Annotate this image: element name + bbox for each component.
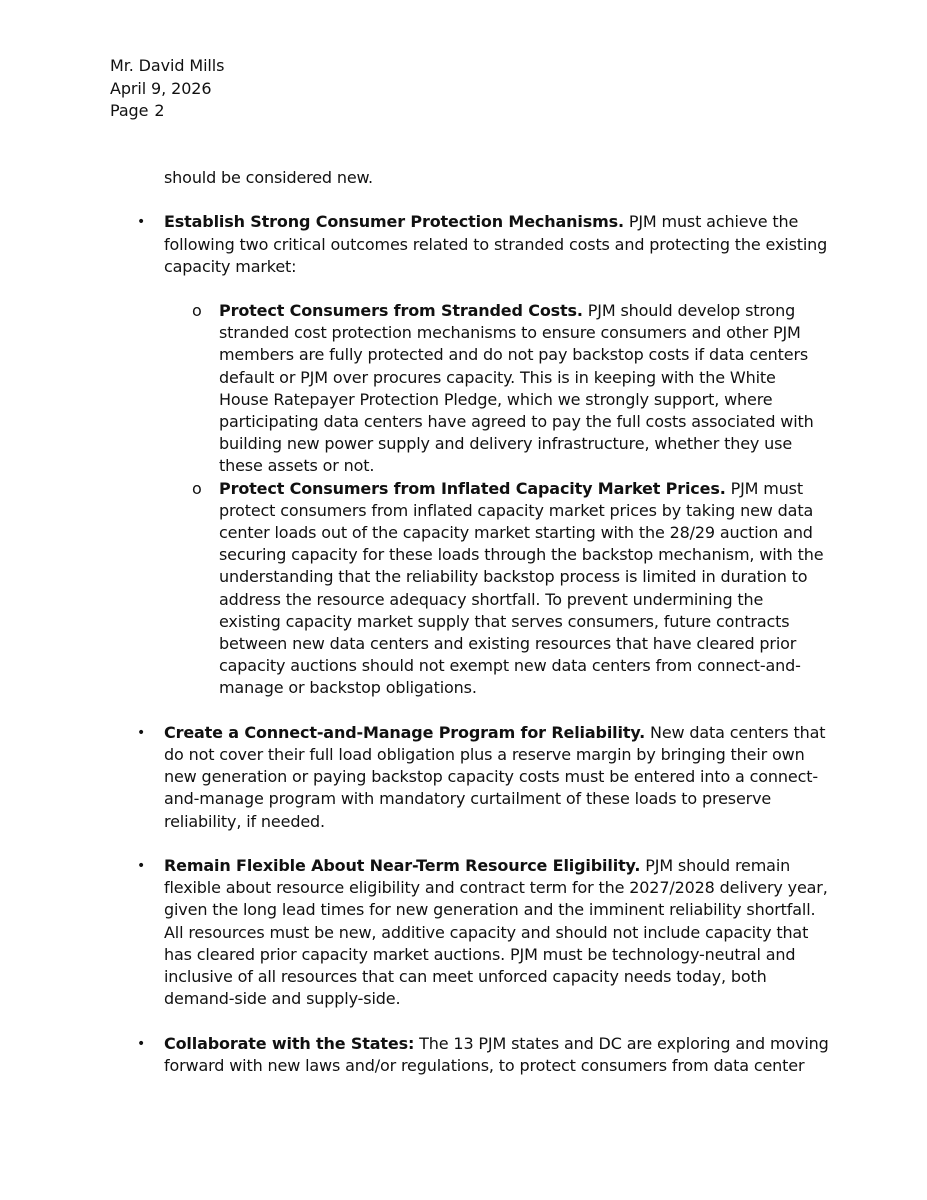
bullet-title: Collaborate with the States: <box>164 1033 415 1053</box>
sub-item-text: PJM must protect consumers from inflated capacity market prices by taking new data center loads out of the capacity market starting with the 28/29 auction and securing capacity for these loads through the backstop mechanism, with the understanding that the reliability backstop process is limited in duration to address the resource adequacy shortfall. To prevent undermining the existing capacity market supply that serves consumers, future contracts between new data centers and existing resources that have cleared prior capacity auctions should not exempt new data centers from connect-and-manage or backstop obligations. <box>219 478 824 698</box>
sub-item-title: Protect Consumers from Stranded Costs. <box>219 301 583 320</box>
sub-list <box>192 300 829 700</box>
sub-item-stranded-costs <box>192 300 829 478</box>
sub-bullet-glyph: o <box>192 301 202 320</box>
bullet-text: New data centers that do not cover their full load obligation plus a reserve margin by bringing their own new generation or paying backstop capacity costs must be entered into a connect-and-manage program with mandatory curtailment of these loads to preserve reliability, if needed. <box>164 722 826 831</box>
bullet-title: Establish Strong Consumer Protection Mechanisms. <box>164 212 624 232</box>
page-number: 2 <box>154 101 165 120</box>
letter-header <box>110 55 224 123</box>
bullet-consumer-protection <box>137 211 829 699</box>
bullet-title: Create a Connect-and-Manage Program for Reliability. <box>164 722 646 742</box>
sub-item-inflated-prices <box>192 478 829 700</box>
bullet-connect-and-manage <box>137 722 829 833</box>
bullet-text: PJM should remain flexible about resource eligibility and contract term for the 2027/2028 delivery year, given the long lead times for new generation and the imminent reliability shortfall. All resources must be new, additive capacity and should not include capacity that has cleared prior capacity market auctions. PJM must be technology-neutral and inclusive of all resources that can meet unforced capacity needs today, both demand-side and supply-side. <box>164 856 828 1009</box>
bullet-collaborate-states <box>137 1033 829 1077</box>
bullet-glyph: • <box>137 1035 146 1052</box>
bullet-glyph: • <box>137 858 146 875</box>
bullet-title: Remain Flexible About Near-Term Resource Eligibility. <box>164 856 641 876</box>
continuation-text: should be considered new. <box>164 168 373 187</box>
bullet-text: The 13 PJM states and DC are exploring and moving forward with new laws and/or regulations, to protect consumers from data center <box>164 1033 829 1075</box>
page-label: Page <box>110 101 149 120</box>
sub-bullet-glyph: o <box>192 478 202 498</box>
letter-body <box>137 167 829 1077</box>
recipient-name: Mr. David Mills <box>110 56 225 75</box>
bullet-text: PJM must achieve the following two critical outcomes related to stranded costs and protecting the existing capacity market: <box>164 212 828 276</box>
sub-item-title: Protect Consumers from Inflated Capacity Market Prices. <box>219 478 726 498</box>
bullet-resource-eligibility <box>137 855 829 1010</box>
bullet-glyph: • <box>137 724 146 741</box>
sub-item-text: PJM should develop strong stranded cost protection mechanisms to ensure consumers and other PJM members are fully protected and do not pay backstop costs if data centers default or PJM over procures capacity. This is in keeping with the White House Ratepayer Protection Pledge, which we strongly support, where participating data centers have agreed to pay the full costs associated with building new power supply and delivery infrastructure, whether they use these assets or not. <box>219 301 814 476</box>
letter-date: April 9, 2026 <box>110 78 212 98</box>
bullet-glyph: • <box>137 214 146 231</box>
page-indicator <box>110 100 224 123</box>
